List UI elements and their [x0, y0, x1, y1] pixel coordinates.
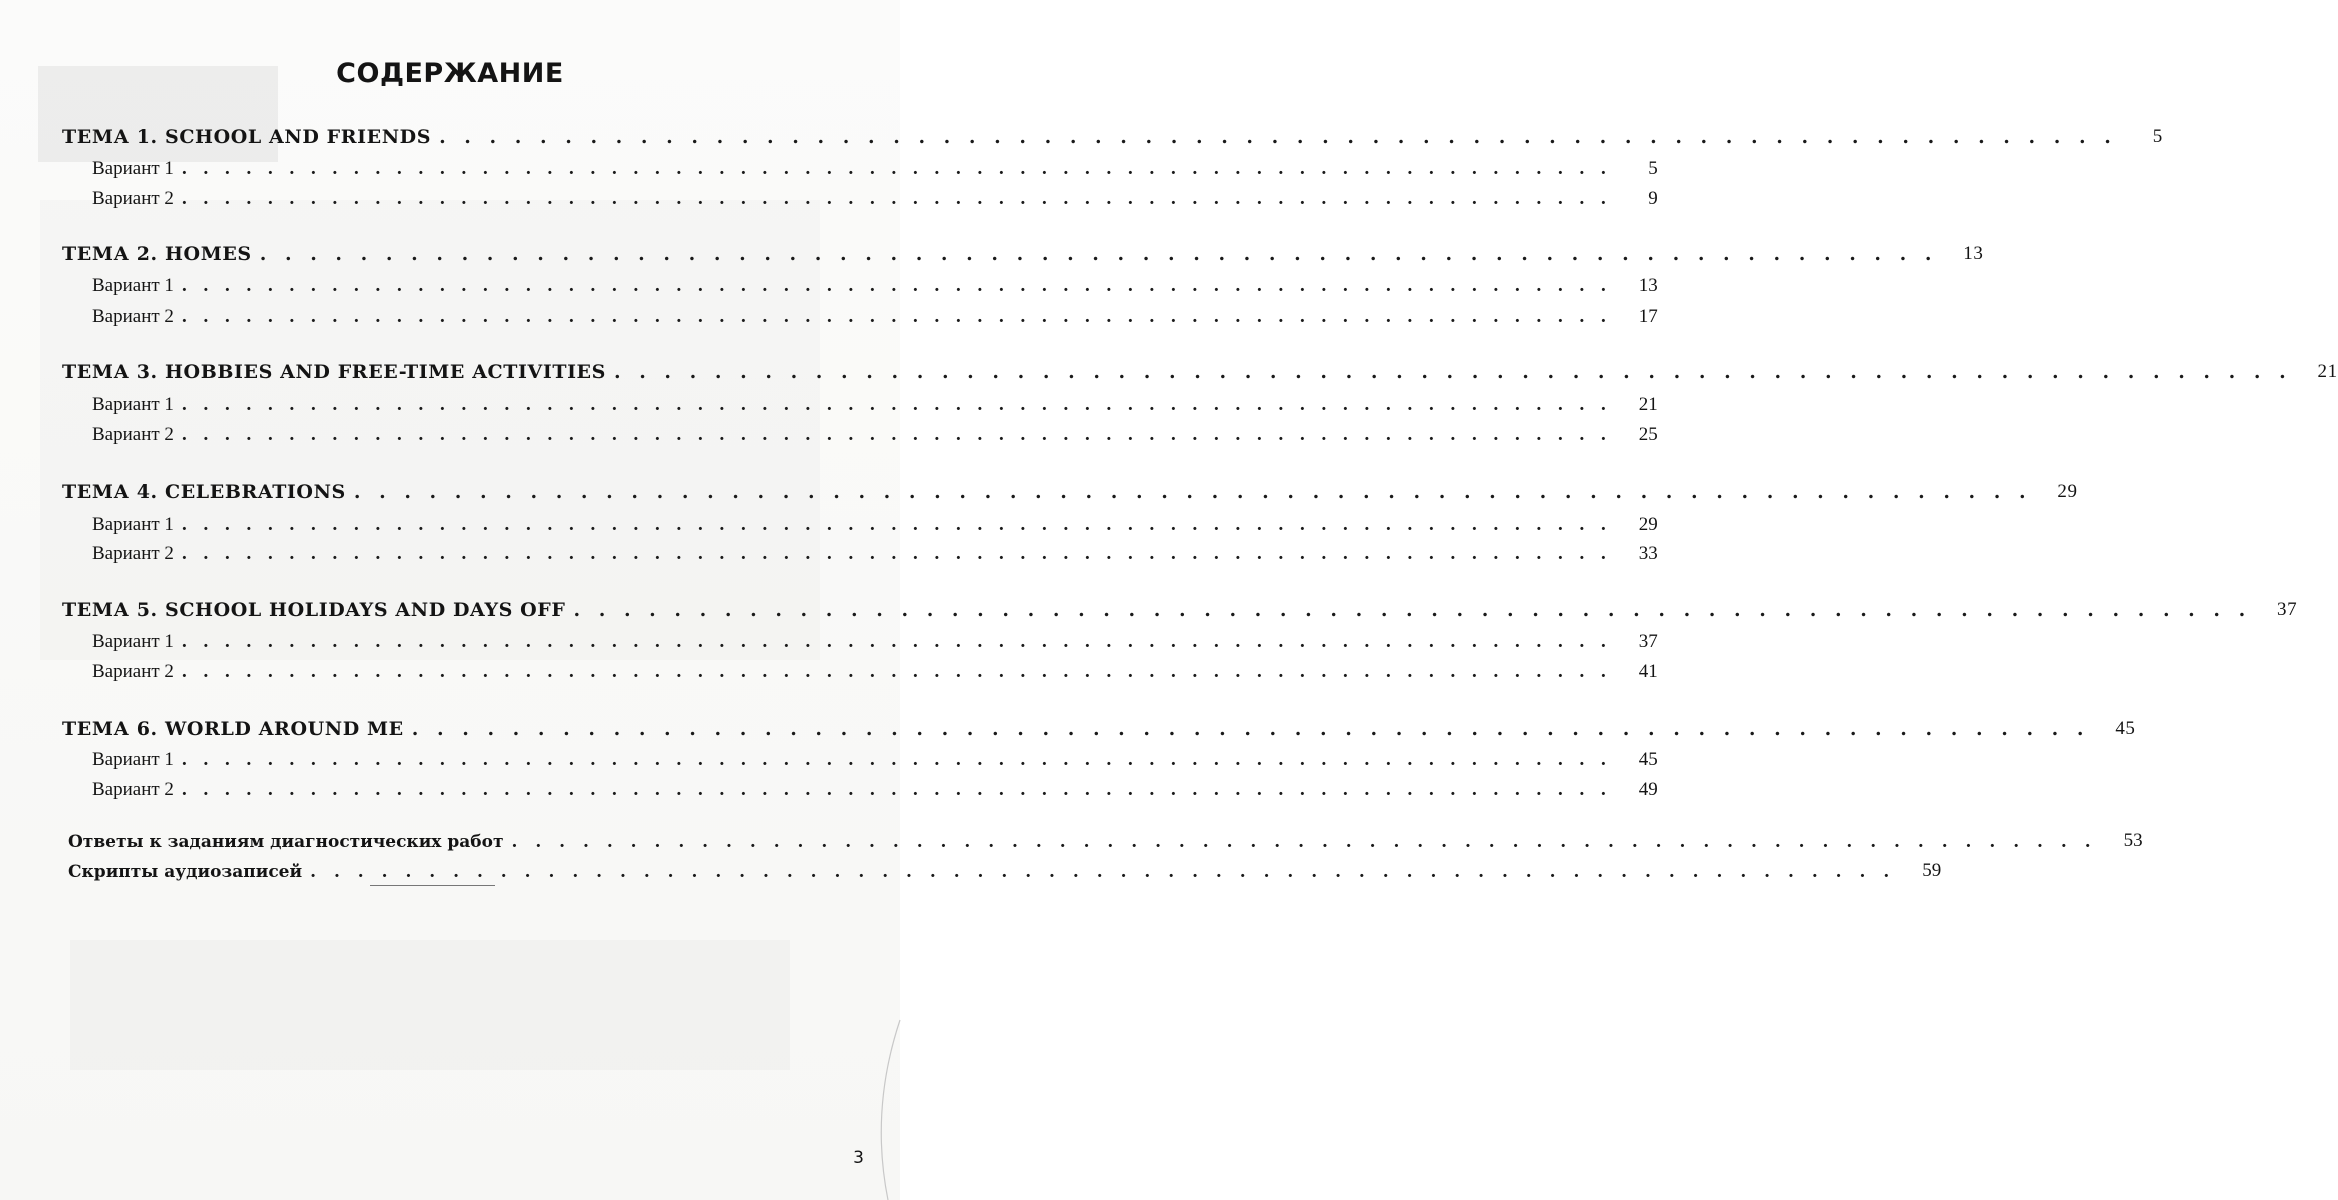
- dot-leader: . . . . . . . . . . . . . . . . . . . . . . . . . . . . . . . . . . . . . . . . . . . . . . . . . . . . . . . . . . . . . . . . . . .: [573, 599, 2252, 621]
- toc-variant-3-2[interactable]: [92, 424, 1658, 446]
- toc-page-number: 17: [1638, 306, 1658, 327]
- toc-variant-6-1[interactable]: [92, 749, 1658, 771]
- toc-page-number: 9: [1648, 188, 1658, 209]
- toc-page-number: 41: [1638, 661, 1658, 682]
- toc-variant-4-1[interactable]: [92, 514, 1658, 536]
- toc-topic-label: ТЕМА 3. HOBBIES AND FREE-TIME ACTIVITIES: [62, 361, 606, 383]
- dot-leader: . . . . . . . . . . . . . . . . . . . . . . . . . . . . . . . . . . . . . . . . . . . . . . . . . . . . . . . . . . . . . . . . . . .: [511, 832, 2097, 852]
- dot-leader: . . . . . . . . . . . . . . . . . . . . . . . . . . . . . . . . . . . . . . . . . . . . . . . . . . . . . . . . . . . . . . . . . . .: [181, 306, 1612, 327]
- toc-topic-4[interactable]: [62, 481, 2078, 503]
- toc-page-number: 33: [1638, 543, 1658, 564]
- toc-topic-label: ТЕМА 1. SCHOOL AND FRIENDS: [62, 126, 432, 148]
- toc-variant-label: Вариант 2: [92, 306, 174, 327]
- dot-leader: . . . . . . . . . . . . . . . . . . . . . . . . . . . . . . . . . . . . . . . . . . . . . . . . . . . . . . . . . . . . . . . . . . .: [181, 158, 1612, 179]
- toc-variant-label: Вариант 1: [92, 275, 174, 296]
- dot-leader: . . . . . . . . . . . . . . . . . . . . . . . . . . . . . . . . . . . . . . . . . . . . . . . . . . . . . . . . . . . . . . . . . . .: [181, 275, 1612, 296]
- toc-topic-6[interactable]: [62, 718, 2136, 740]
- toc-page-number: 21: [1638, 394, 1658, 415]
- toc-topic-label: ТЕМА 6. WORLD AROUND ME: [62, 718, 404, 740]
- page-corner-curl: [840, 1020, 900, 1200]
- dot-leader: . . . . . . . . . . . . . . . . . . . . . . . . . . . . . . . . . . . . . . . . . . . . . . . . . . . . . . . . . . . . . . . . . . .: [439, 126, 2117, 148]
- toc-back-label: Ответы к заданиям диагностических работ: [68, 832, 504, 852]
- toc-page-number: 37: [1638, 631, 1658, 652]
- dot-leader: . . . . . . . . . . . . . . . . . . . . . . . . . . . . . . . . . . . . . . . . . . . . . . . . . . . . . . . . . . . . . . . . . . .: [411, 718, 2090, 740]
- toc-page-number: 29: [1638, 514, 1658, 535]
- toc-variant-1-1[interactable]: [92, 158, 1658, 180]
- toc-topic-3[interactable]: [62, 361, 2338, 383]
- toc-answers[interactable]: [68, 830, 2143, 852]
- toc-page-number: 59: [1922, 860, 1942, 881]
- toc-variant-label: Вариант 1: [92, 394, 174, 415]
- toc-variant-label: Вариант 2: [92, 661, 174, 682]
- dot-leader: . . . . . . . . . . . . . . . . . . . . . . . . . . . . . . . . . . . . . . . . . . . . . . . . . . . . . . . . . . . . . . . . . . .: [181, 543, 1612, 564]
- toc-variant-label: Вариант 1: [92, 158, 174, 179]
- toc-variant-3-1[interactable]: [92, 394, 1658, 416]
- dot-leader: . . . . . . . . . . . . . . . . . . . . . . . . . . . . . . . . . . . . . . . . . . . . . . . . . . . . . . . . . . . . . . . . . . .: [181, 631, 1612, 652]
- dot-leader: . . . . . . . . . . . . . . . . . . . . . . . . . . . . . . . . . . . . . . . . . . . . . . . . . . . . . . . . . . . . . . . . . . .: [181, 424, 1612, 445]
- toc-page-number: 13: [1638, 275, 1658, 296]
- toc-variant-2-2[interactable]: [92, 306, 1658, 328]
- scan-artifact-line: [370, 885, 495, 886]
- dot-leader: . . . . . . . . . . . . . . . . . . . . . . . . . . . . . . . . . . . . . . . . . . . . . . . . . . . . . . . . . . . . . . . . . . .: [353, 481, 2032, 503]
- toc-page-number: 25: [1638, 424, 1658, 445]
- toc-page-number: 5: [2152, 126, 2163, 147]
- dot-leader: . . . . . . . . . . . . . . . . . . . . . . . . . . . . . . . . . . . . . . . . . . . . . . . . . . . . . . . . . . . . . . . . . . .: [181, 661, 1612, 682]
- toc-page-number: 13: [1963, 243, 1984, 264]
- toc-page-number: 45: [1638, 749, 1658, 770]
- toc-back-label: Скрипты аудиозаписей: [68, 862, 303, 882]
- toc-page-number: 29: [2057, 481, 2078, 502]
- toc-variant-label: Вариант 2: [92, 424, 174, 445]
- toc-variant-label: Вариант 1: [92, 749, 174, 770]
- toc-topic-1[interactable]: [62, 126, 2163, 148]
- dot-leader: . . . . . . . . . . . . . . . . . . . . . . . . . . . . . . . . . . . . . . . . . . . . . . . . . . . . . . . . . . . . . . . . . . .: [181, 514, 1612, 535]
- toc-page-number: 37: [2277, 599, 2298, 620]
- dot-leader: . . . . . . . . . . . . . . . . . . . . . . . . . . . . . . . . . . . . . . . . . . . . . . . . . . . . . . . . . . . . . . . . . . .: [259, 243, 1938, 265]
- toc-page-number: 49: [1638, 779, 1658, 800]
- toc-page-number: 21: [2317, 361, 2338, 382]
- toc-topic-label: ТЕМА 5. SCHOOL HOLIDAYS AND DAYS OFF: [62, 599, 566, 621]
- toc-topic-label: ТЕМА 4. CELEBRATIONS: [62, 481, 346, 503]
- page-number: 3: [853, 1148, 864, 1168]
- toc-topic-5[interactable]: [62, 599, 2298, 621]
- dot-leader: . . . . . . . . . . . . . . . . . . . . . . . . . . . . . . . . . . . . . . . . . . . . . . . . . . . . . . . . . . . . . . . . . . .: [181, 749, 1612, 770]
- page-title: СОДЕРЖАНИЕ: [336, 58, 564, 89]
- toc-variant-5-1[interactable]: [92, 631, 1658, 653]
- toc-variant-6-2[interactable]: [92, 779, 1658, 801]
- dot-leader: . . . . . . . . . . . . . . . . . . . . . . . . . . . . . . . . . . . . . . . . . . . . . . . . . . . . . . . . . . . . . . . . . . .: [181, 188, 1612, 209]
- toc-variant-label: Вариант 2: [92, 543, 174, 564]
- dot-leader: . . . . . . . . . . . . . . . . . . . . . . . . . . . . . . . . . . . . . . . . . . . . . . . . . . . . . . . . . . . . . . . . . . .: [181, 394, 1612, 415]
- toc-variant-5-2[interactable]: [92, 661, 1658, 683]
- toc-audio-scripts[interactable]: [68, 860, 1942, 882]
- toc-page-number: 5: [1648, 158, 1658, 179]
- toc-variant-4-2[interactable]: [92, 543, 1658, 565]
- toc-variant-label: Вариант 2: [92, 779, 174, 800]
- toc-topic-2[interactable]: [62, 243, 1984, 265]
- toc-topic-label: ТЕМА 2. HOMES: [62, 243, 252, 265]
- toc-variant-1-2[interactable]: [92, 188, 1658, 210]
- toc-variant-label: Вариант 1: [92, 631, 174, 652]
- dot-leader: . . . . . . . . . . . . . . . . . . . . . . . . . . . . . . . . . . . . . . . . . . . . . . . . . . . . . . . . . . . . . . . . . . .: [310, 862, 1896, 882]
- toc-page-number: 45: [2115, 718, 2136, 739]
- toc-variant-label: Вариант 2: [92, 188, 174, 209]
- dot-leader: . . . . . . . . . . . . . . . . . . . . . . . . . . . . . . . . . . . . . . . . . . . . . . . . . . . . . . . . . . . . . . . . . . .: [613, 361, 2292, 383]
- show-through-footer-text: [70, 940, 790, 1070]
- toc-variant-label: Вариант 1: [92, 514, 174, 535]
- toc-variant-2-1[interactable]: [92, 275, 1658, 297]
- dot-leader: . . . . . . . . . . . . . . . . . . . . . . . . . . . . . . . . . . . . . . . . . . . . . . . . . . . . . . . . . . . . . . . . . . .: [181, 779, 1612, 800]
- toc-page-number: 53: [2123, 830, 2143, 851]
